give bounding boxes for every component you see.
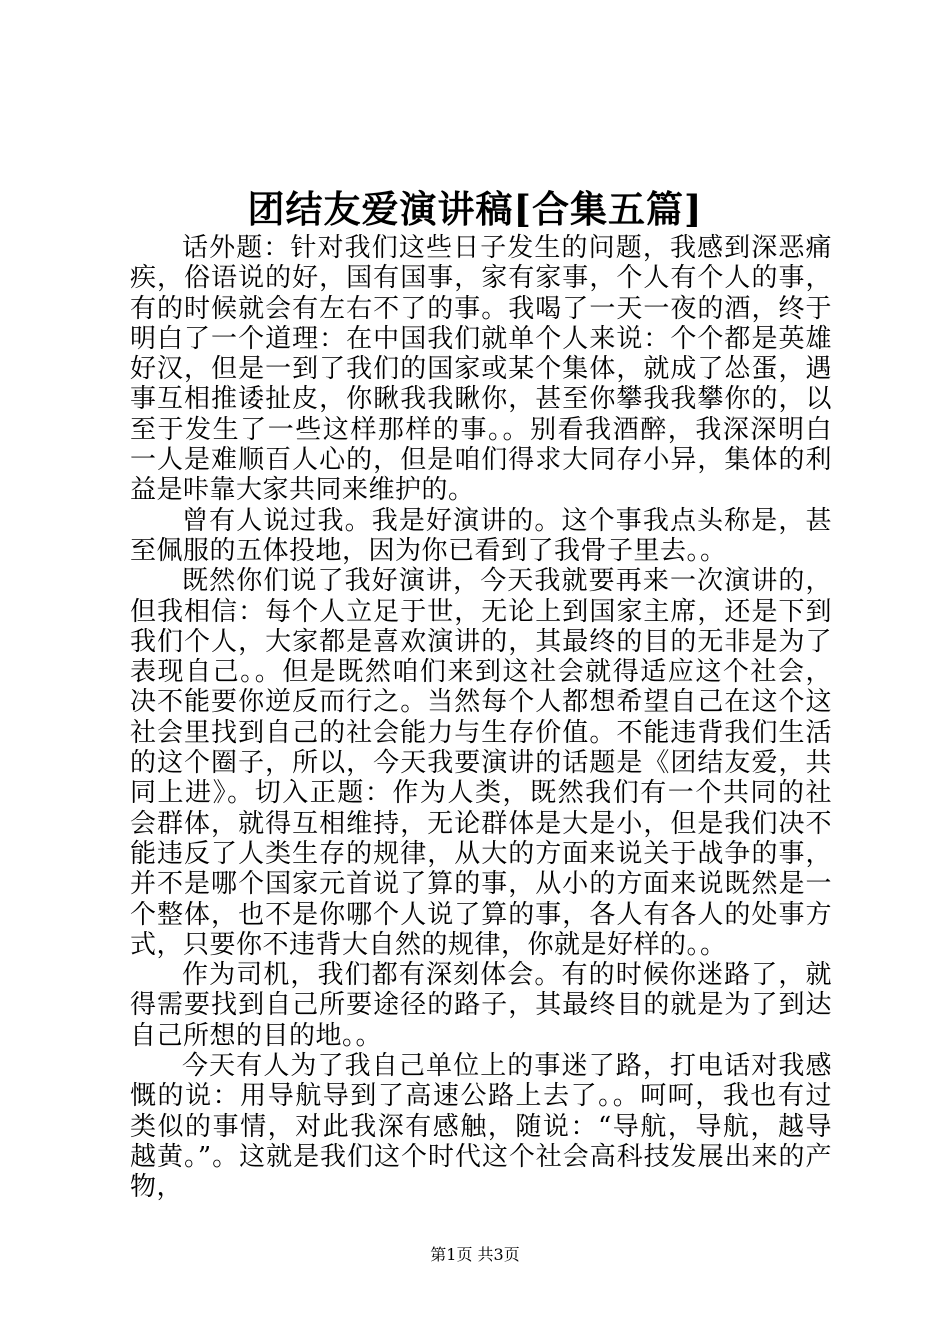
paragraph: 曾有人说过我。我是好演讲的。这个事我点头称是，甚至佩服的五体投地，因为你已看到了我骨子里去。。 xyxy=(130,505,832,566)
document-body xyxy=(130,233,832,1203)
document-title: 团结友爱演讲稿[合集五篇] xyxy=(247,187,703,231)
paragraph: 既然你们说了我好演讲，今天我就要再来一次演讲的，但我相信：每个人立足于世，无论上到国家主席，还是下到我们个人，大家都是喜欢演讲的，其最终的目的无非是为了表现自己。。但是既然咱们来到这社会就得适应这个社会，决不能要你逆反而行之。当然每个人都想希望自己在这个这社会里找到自己的社会能力与生存价值。不能违背我们生活的这个圈子，所以，今天我要演讲的话题是《团结友爱，共同上进》。切入正题：作为人类，既然我们有一个共同的社会群体，就得互相维持，无论群体是大是小，但是我们决不能违反了人类生存的规律，从大的方面来说关于战争的事，并不是哪个国家元首说了算的事，从小的方面来说既然是一个整体，也不是你哪个人说了算的事，各人有各人的处事方式，只要你不违背大自然的规律，你就是好样的。。 xyxy=(130,566,832,960)
page-number-footer: 第1页 共3页 xyxy=(430,1245,520,1264)
paragraph: 作为司机，我们都有深刻体会。有的时候你迷路了，就得需要找到自己所要途径的路子，其最终目的就是为了到达自己所想的目的地。。 xyxy=(130,960,832,1051)
paragraph: 话外题：针对我们这些日子发生的问题，我感到深恶痛疾，俗语说的好，国有国事，家有家事，个人有个人的事，有的时候就会有左右不了的事。我喝了一天一夜的酒，终于明白了一个道理：在中国我们就单个人来说：个个都是英雄好汉，但是一到了我们的国家或某个集体，就成了怂蛋，遇事互相推诿扯皮，你瞅我我瞅你，甚至你攀我我攀你的，以至于发生了一些这样那样的事。。别看我酒醉，我深深明白一人是难顺百人心的，但是咱们得求大同存小异，集体的利益是咔靠大家共同来维护的。 xyxy=(130,233,832,506)
paragraph: 今天有人为了我自己单位上的事迷了路，打电话对我感慨的说：用导航导到了高速公路上去了。。呵呵，我也有过类似的事情，对此我深有感触，随说：“导航，导航，越导越黄。”。这就是我们这个时代这个社会高科技发展出来的产物， xyxy=(130,1051,832,1203)
